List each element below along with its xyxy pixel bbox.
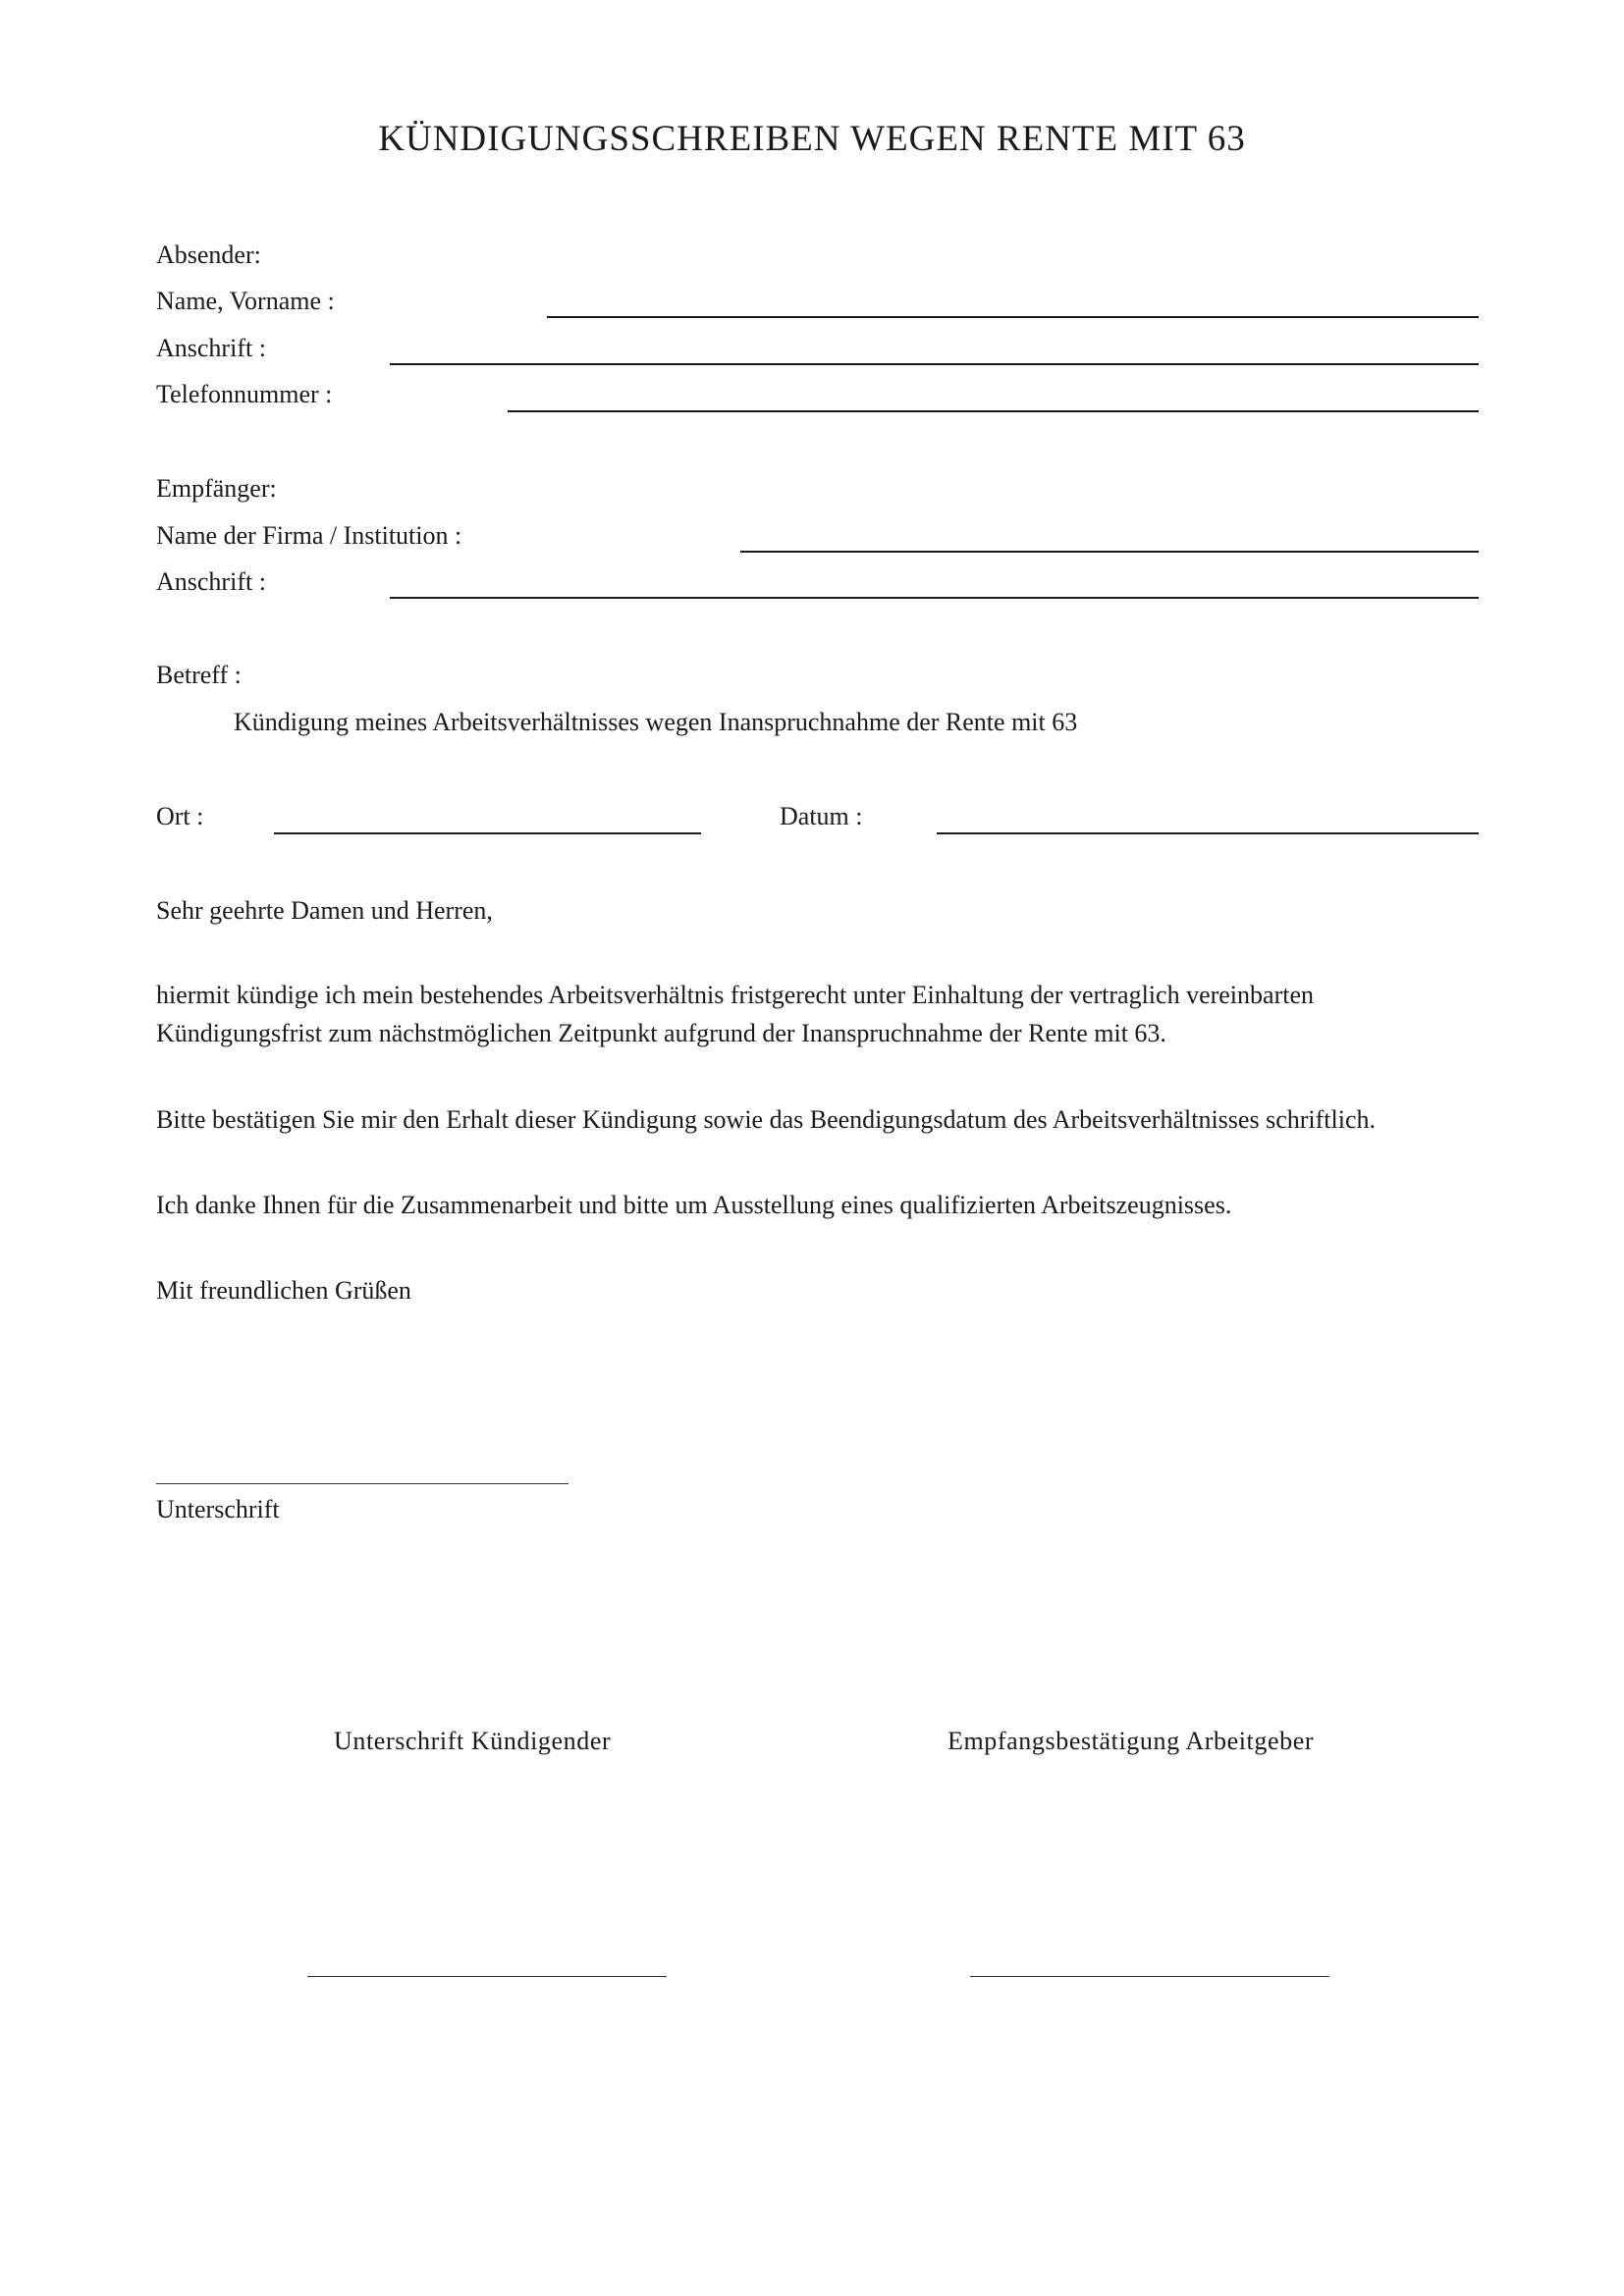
signature-label: Unterschrift [156, 1495, 280, 1523]
paragraph-1-line-1: hiermit kündige ich mein bestehendes Arbeitsverhältnis fristgerecht unter Einhaltung der vertraglich vereinbarten [156, 981, 1314, 1009]
terminating-party-signature-label: Unterschrift Kündigender [334, 1727, 612, 1755]
subject-text: Kündigung meines Arbeitsverhältnisses wegen Inanspruchnahme der Rente mit 63 [234, 708, 1078, 736]
employer-receipt-label: Empfangsbestätigung Arbeitgeber [947, 1727, 1315, 1755]
sender-address-label: Anschrift : [156, 334, 266, 362]
terminating-party-signature-line[interactable] [307, 1976, 667, 1977]
sender-name-field[interactable] [547, 316, 1479, 318]
date-field[interactable] [937, 832, 1479, 834]
sender-phone-field[interactable] [508, 410, 1479, 412]
paragraph-3: Ich danke Ihnen für die Zusammenarbeit und bitte um Ausstellung eines qualifizierten Arbeitszeugnisses. [156, 1191, 1232, 1219]
sender-heading: Absender: [156, 240, 261, 269]
salutation: Sehr geehrte Damen und Herren, [156, 896, 493, 925]
recipient-company-field[interactable] [740, 551, 1479, 553]
paragraph-1-line-2: Kündigungsfrist zum nächstmöglichen Zeitpunkt aufgrund der Inanspruchnahme der Rente mit 63. [156, 1019, 1166, 1047]
recipient-heading: Empfänger: [156, 474, 277, 503]
paragraph-2: Bitte bestätigen Sie mir den Erhalt dieser Kündigung sowie das Beendigungsdatum des Arbeitsverhältnisses schriftlich. [156, 1105, 1376, 1134]
recipient-address-label: Anschrift : [156, 567, 266, 596]
recipient-address-field[interactable] [390, 597, 1479, 599]
date-label: Datum : [780, 802, 863, 830]
document-title: KÜNDIGUNGSSCHREIBEN WEGEN RENTE MIT 63 [378, 119, 1246, 159]
place-field[interactable] [274, 832, 701, 834]
sender-name-label: Name, Vorname : [156, 287, 335, 315]
subject-label: Betreff : [156, 661, 242, 689]
sender-phone-label: Telefonnummer : [156, 380, 333, 408]
place-label: Ort : [156, 802, 204, 830]
recipient-company-label: Name der Firma / Institution : [156, 521, 462, 550]
signature-line[interactable] [156, 1483, 568, 1484]
closing: Mit freundlichen Grüßen [156, 1276, 411, 1305]
employer-receipt-signature-line[interactable] [970, 1976, 1329, 1977]
sender-address-field[interactable] [390, 363, 1479, 365]
